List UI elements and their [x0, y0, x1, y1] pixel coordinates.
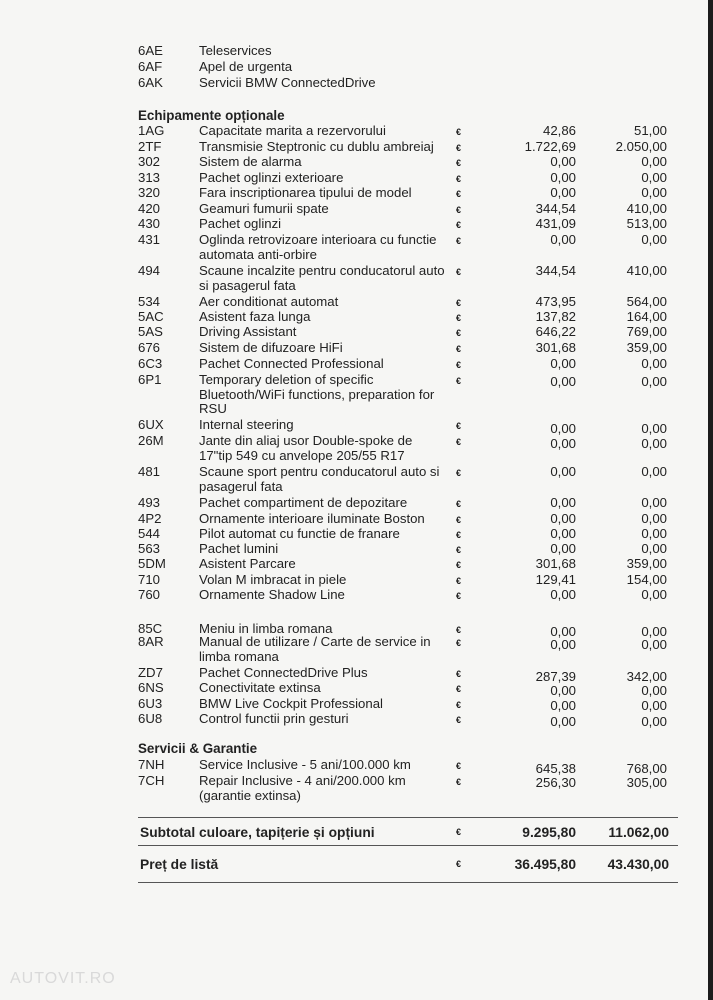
item-code: 85C	[138, 621, 163, 636]
item-code: 431	[138, 232, 161, 247]
item-net-price: 0,00	[550, 587, 576, 602]
item-net-price: 0,00	[550, 436, 576, 451]
currency-symbol: €	[456, 437, 462, 447]
item-code: 313	[138, 170, 161, 185]
item-description: Aer conditionat automat	[199, 294, 339, 309]
currency-symbol: €	[456, 827, 462, 837]
item-description: Servicii BMW ConnectedDrive	[199, 75, 376, 90]
item-code: 6AE	[138, 43, 163, 58]
item-description: Driving Assistant	[199, 324, 297, 339]
item-code: 26M	[138, 433, 164, 448]
item-gross-price: 0,00	[641, 421, 667, 436]
item-code: 7CH	[138, 773, 165, 788]
currency-symbol: €	[456, 468, 462, 478]
item-gross-price: 0,00	[641, 170, 667, 185]
currency-symbol: €	[456, 143, 462, 153]
item-description: Pilot automat cu functie de franare	[199, 526, 400, 541]
currency-symbol: €	[456, 236, 462, 246]
item-gross-price: 0,00	[641, 154, 667, 169]
currency-symbol: €	[456, 344, 462, 354]
item-code: 6AF	[138, 59, 163, 74]
item-description: Repair Inclusive - 4 ani/200.000 km (garantie extinsa)	[199, 773, 406, 803]
item-gross-price: 0,00	[641, 511, 667, 526]
currency-symbol: €	[456, 715, 462, 725]
item-description: Pachet oglinzi	[199, 216, 282, 231]
item-description: Pachet ConnectedDrive Plus	[199, 665, 368, 680]
item-description: Scaune incalzite pentru conducatorul auto si pasagerul fata	[199, 263, 445, 293]
currency-symbol: €	[456, 591, 462, 601]
item-gross-price: 0,00	[641, 714, 667, 729]
item-net-price: 344,54	[535, 263, 576, 278]
item-net-price: 0,00	[550, 526, 576, 541]
item-code: 320	[138, 185, 161, 200]
item-net-price: 0,00	[550, 374, 576, 389]
item-description: Sistem de difuzoare HiFi	[199, 340, 343, 355]
item-net-price: 0,00	[550, 356, 576, 371]
currency-symbol: €	[456, 684, 462, 694]
currency-symbol: €	[456, 158, 462, 168]
currency-symbol: €	[456, 499, 462, 509]
item-code: 494	[138, 263, 161, 278]
currency-symbol: €	[456, 328, 462, 338]
item-description: Pachet lumini	[199, 541, 279, 556]
item-net-price: 0,00	[550, 185, 576, 200]
currency-symbol: €	[456, 761, 462, 771]
item-net-price: 0,00	[550, 464, 576, 479]
item-net-price: 42,86	[542, 123, 576, 138]
item-description: Ornamente interioare iluminate Boston	[199, 511, 425, 526]
section-title-services: Servicii & Garantie	[138, 741, 258, 756]
item-code: 6C3	[138, 356, 163, 371]
currency-symbol: €	[456, 576, 462, 586]
item-code: 7NH	[138, 757, 165, 772]
item-description: Transmisie Steptronic cu dublu ambreiaj	[199, 139, 434, 154]
currency-symbol: €	[456, 360, 462, 370]
item-gross-price: 0,00	[641, 436, 667, 451]
item-gross-price: 0,00	[641, 637, 667, 652]
item-code: 302	[138, 154, 161, 169]
item-description: Pachet Connected Professional	[199, 356, 384, 371]
subtotal-label: Subtotal culoare, tapițerie și opțiuni	[140, 825, 375, 840]
item-code: 563	[138, 541, 161, 556]
currency-symbol: €	[456, 298, 462, 308]
item-code: 1AG	[138, 123, 165, 138]
item-code: 6U3	[138, 696, 163, 711]
item-net-price: 287,39	[535, 669, 576, 684]
item-description: Capacitate marita a rezervorului	[199, 123, 386, 138]
item-description: Fara inscriptionarea tipului de model	[199, 185, 412, 200]
item-gross-price: 164,00	[626, 309, 667, 324]
item-gross-price: 0,00	[641, 464, 667, 479]
list-price-label: Preț de listă	[140, 857, 219, 872]
currency-symbol: €	[456, 127, 462, 137]
item-gross-price: 0,00	[641, 232, 667, 247]
item-gross-price: 359,00	[626, 556, 667, 571]
item-description: Temporary deletion of specific Bluetooth/WiFi functions, preparation for RSU	[199, 372, 435, 417]
item-gross-price: 0,00	[641, 356, 667, 371]
item-description: Geamuri fumurii spate	[199, 201, 329, 216]
item-gross-price: 305,00	[626, 775, 667, 790]
item-net-price: 0,00	[550, 421, 576, 436]
item-net-price: 0,00	[550, 154, 576, 169]
item-gross-price: 0,00	[641, 698, 667, 713]
divider	[138, 845, 678, 846]
item-description: Control functii prin gesturi	[199, 711, 349, 726]
currency-symbol: €	[456, 638, 462, 648]
currency-symbol: €	[456, 669, 462, 679]
currency-symbol: €	[456, 174, 462, 184]
item-description: Pachet oglinzi exterioare	[199, 170, 344, 185]
subtotal-net: 9.295,80	[522, 825, 576, 840]
item-net-price: 129,41	[535, 572, 576, 587]
item-description: Meniu in limba romana	[199, 621, 333, 636]
item-code: 6P1	[138, 372, 162, 387]
item-description: Conectivitate extinsa	[199, 680, 321, 695]
watermark: AUTOVIT.RO	[10, 970, 116, 987]
item-net-price: 0,00	[550, 683, 576, 698]
item-net-price: 0,00	[550, 170, 576, 185]
item-gross-price: 154,00	[626, 572, 667, 587]
item-gross-price: 513,00	[626, 216, 667, 231]
list-price-gross: 43.430,00	[607, 857, 669, 872]
list-price-net: 36.495,80	[514, 857, 576, 872]
item-net-price: 0,00	[550, 714, 576, 729]
currency-symbol: €	[456, 530, 462, 540]
item-description: Teleservices	[199, 43, 272, 58]
item-description: Ornamente Shadow Line	[199, 587, 345, 602]
divider	[138, 882, 678, 883]
item-net-price: 646,22	[535, 324, 576, 339]
item-code: 2TF	[138, 139, 162, 154]
item-net-price: 0,00	[550, 511, 576, 526]
subtotal-gross: 11.062,00	[608, 825, 669, 840]
currency-symbol: €	[456, 515, 462, 525]
item-code: 6UX	[138, 417, 164, 432]
item-net-price: 473,95	[535, 294, 576, 309]
item-gross-price: 342,00	[626, 669, 667, 684]
item-code: 676	[138, 340, 161, 355]
item-net-price: 344,54	[535, 201, 576, 216]
scan-edge	[708, 0, 713, 1000]
item-code: 534	[138, 294, 161, 309]
item-description: Asistent faza lunga	[199, 309, 311, 324]
item-gross-price: 0,00	[641, 374, 667, 389]
item-net-price: 0,00	[550, 624, 576, 639]
currency-symbol: €	[456, 560, 462, 570]
item-net-price: 645,38	[535, 761, 576, 776]
currency-symbol: €	[456, 376, 462, 386]
item-gross-price: 359,00	[626, 340, 667, 355]
item-gross-price: 564,00	[626, 294, 667, 309]
item-description: Internal steering	[199, 417, 294, 432]
currency-symbol: €	[456, 859, 462, 869]
currency-symbol: €	[456, 777, 462, 787]
item-net-price: 0,00	[550, 637, 576, 652]
item-gross-price: 2.050,00	[615, 139, 667, 154]
currency-symbol: €	[456, 267, 462, 277]
item-code: 6NS	[138, 680, 164, 695]
item-code: 8AR	[138, 634, 164, 649]
item-net-price: 1.722,69	[524, 139, 576, 154]
currency-symbol: €	[456, 700, 462, 710]
item-gross-price: 0,00	[641, 495, 667, 510]
currency-symbol: €	[456, 205, 462, 215]
divider	[138, 817, 678, 818]
item-description: Pachet compartiment de depozitare	[199, 495, 408, 510]
item-code: 5DM	[138, 556, 166, 571]
item-gross-price: 51,00	[633, 123, 667, 138]
item-code: 760	[138, 587, 161, 602]
item-net-price: 256,30	[535, 775, 576, 790]
item-gross-price: 0,00	[641, 624, 667, 639]
item-code: 493	[138, 495, 161, 510]
item-gross-price: 0,00	[641, 526, 667, 541]
currency-symbol: €	[456, 625, 462, 635]
item-gross-price: 0,00	[641, 541, 667, 556]
item-net-price: 0,00	[550, 232, 576, 247]
item-code: ZD7	[138, 665, 163, 680]
item-gross-price: 0,00	[641, 587, 667, 602]
currency-symbol: €	[456, 421, 462, 431]
item-code: 6AK	[138, 75, 163, 90]
item-code: 6U8	[138, 711, 163, 726]
item-net-price: 0,00	[550, 495, 576, 510]
item-description: Service Inclusive - 5 ani/100.000 km	[199, 757, 411, 772]
item-gross-price: 0,00	[641, 185, 667, 200]
item-code: 420	[138, 201, 161, 216]
item-net-price: 431,09	[535, 216, 576, 231]
currency-symbol: €	[456, 313, 462, 323]
item-description: Manual de utilizare / Carte de service in limba romana	[199, 634, 431, 664]
item-description: Oglinda retrovizoare interioara cu functie automata anti-orbire	[199, 232, 437, 262]
item-description: Apel de urgenta	[199, 59, 293, 74]
item-net-price: 301,68	[535, 340, 576, 355]
item-net-price: 0,00	[550, 541, 576, 556]
section-title-optional: Echipamente opționale	[138, 108, 285, 123]
item-description: BMW Live Cockpit Professional	[199, 696, 383, 711]
item-gross-price: 769,00	[626, 324, 667, 339]
item-description: Scaune sport pentru conducatorul auto si pasagerul fata	[199, 464, 440, 494]
item-net-price: 137,82	[535, 309, 576, 324]
item-code: 5AC	[138, 309, 164, 324]
item-code: 481	[138, 464, 161, 479]
currency-symbol: €	[456, 189, 462, 199]
item-gross-price: 410,00	[626, 201, 667, 216]
item-code: 5AS	[138, 324, 163, 339]
item-gross-price: 410,00	[626, 263, 667, 278]
item-code: 4P2	[138, 511, 162, 526]
item-description: Jante din aliaj usor Double-spoke de 17"tip 549 cu anvelope 205/55 R17	[199, 433, 413, 463]
item-description: Volan M imbracat in piele	[199, 572, 347, 587]
item-code: 544	[138, 526, 161, 541]
item-code: 710	[138, 572, 161, 587]
currency-symbol: €	[456, 545, 462, 555]
item-gross-price: 0,00	[641, 683, 667, 698]
item-net-price: 301,68	[535, 556, 576, 571]
currency-symbol: €	[456, 220, 462, 230]
item-code: 430	[138, 216, 161, 231]
item-gross-price: 768,00	[626, 761, 667, 776]
item-net-price: 0,00	[550, 698, 576, 713]
item-description: Sistem de alarma	[199, 154, 302, 169]
item-description: Asistent Parcare	[199, 556, 296, 571]
